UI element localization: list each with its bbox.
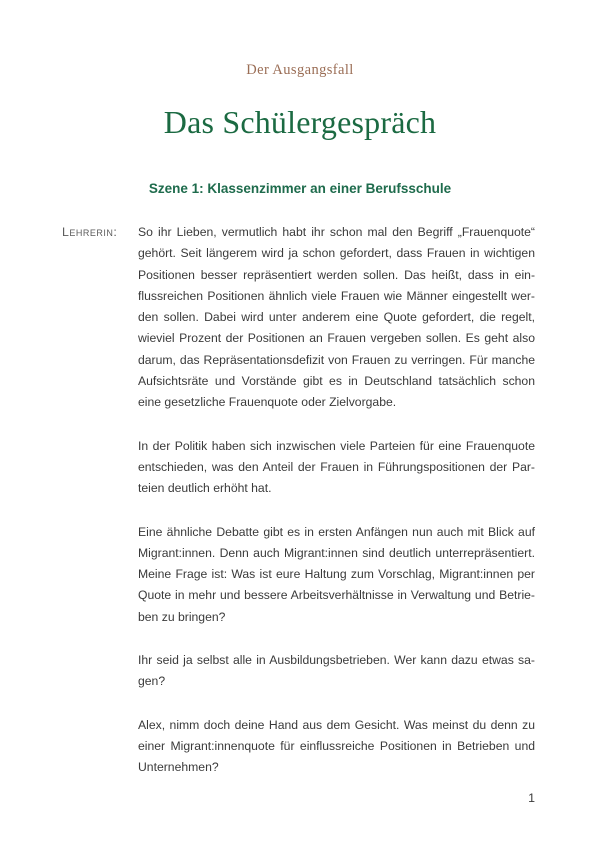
dialogue-paragraph: [138, 715, 535, 779]
dialogue-line: Eine ähnliche Debatte gibt es in ersten Anfängen nun auch mit Blick auf: [138, 524, 535, 539]
dialogue-paragraph: [138, 436, 535, 500]
scene-heading: Szene 1: Klassenzimmer an einer Berufsschule: [148, 181, 452, 196]
speech-paragraphs: [138, 222, 535, 801]
dialogue-line: Meine Frage ist: Was ist eure Haltung zum Vorschlag, Migrant:innen per: [138, 567, 535, 582]
dialogue-line: teien deutlich erhöht hat.: [138, 481, 272, 496]
dialogue-line: entschieden, was den Anteil der Frauen in Führungspositionen der Par-: [138, 459, 535, 474]
dialogue-line: gen?: [138, 674, 166, 689]
speaker-label: Lehrerin:: [62, 225, 118, 239]
dialogue-line: Quote in mehr und bessere Arbeitsverhältnisse in Verwaltung und Betrie-: [138, 588, 535, 603]
page-number: 1: [528, 791, 535, 805]
running-header: Der Ausgangsfall: [246, 62, 354, 78]
dialogue-line: Alex, nimm doch deine Hand aus dem Gesicht. Was meinst du denn zu: [138, 717, 535, 732]
dialogue-line: Unternehmen?: [138, 760, 219, 775]
dialogue-line: flussreichen Positionen ähnlich viele Frauen wie Männer eingestellt wer-: [138, 288, 535, 303]
dialogue-line: darum, das Repräsentationsdefizit von Frauen zu verringen. Für manche: [138, 352, 535, 367]
dialogue-line: wieviel Prozent der Positionen an Frauen vergeben sollen. Es geht also: [138, 331, 535, 346]
page-title: Das Schülergespräch: [163, 104, 437, 140]
dialogue-block: [62, 222, 535, 801]
dialogue-line: gehört. Seit längerem wird ja schon gefordert, dass Frauen in wichtigen: [138, 246, 535, 261]
dialogue-paragraph: [138, 222, 535, 414]
dialogue-line: In der Politik haben sich inzwischen viele Parteien für eine Frauenquote: [138, 438, 535, 453]
dialogue-line: Aufsichtsräte und Vorstände gibt es in Deutschland tatsächlich schon: [138, 374, 535, 389]
dialogue-line: ben zu bringen?: [138, 609, 226, 624]
dialogue-paragraph: [138, 650, 535, 693]
dialogue-line: eine gesetzliche Frauenquote oder Zielvorgabe.: [138, 395, 397, 410]
dialogue-line: Positionen besser repräsentiert werden sollen. Das heißt, dass in ein-: [138, 267, 535, 282]
dialogue-line: Ihr seid ja selbst alle in Ausbildungsbetrieben. Wer kann dazu etwas sa-: [138, 653, 535, 668]
dialogue-line: So ihr Lieben, vermutlich habt ihr schon mal den Begriff „Frauenquote“: [138, 225, 535, 239]
dialogue-line: einer Migrant:innenquote für einflussreiche Positionen in Betrieben und: [138, 738, 535, 753]
dialogue-paragraph: [138, 522, 535, 628]
dialogue-line: Migrant:innen. Denn auch Migrant:innen sind deutlich unterrepräsentiert.: [138, 545, 535, 560]
dialogue-line: den sollen. Dabei wird unter anderem eine Quote gefordert, die regelt,: [138, 310, 535, 325]
